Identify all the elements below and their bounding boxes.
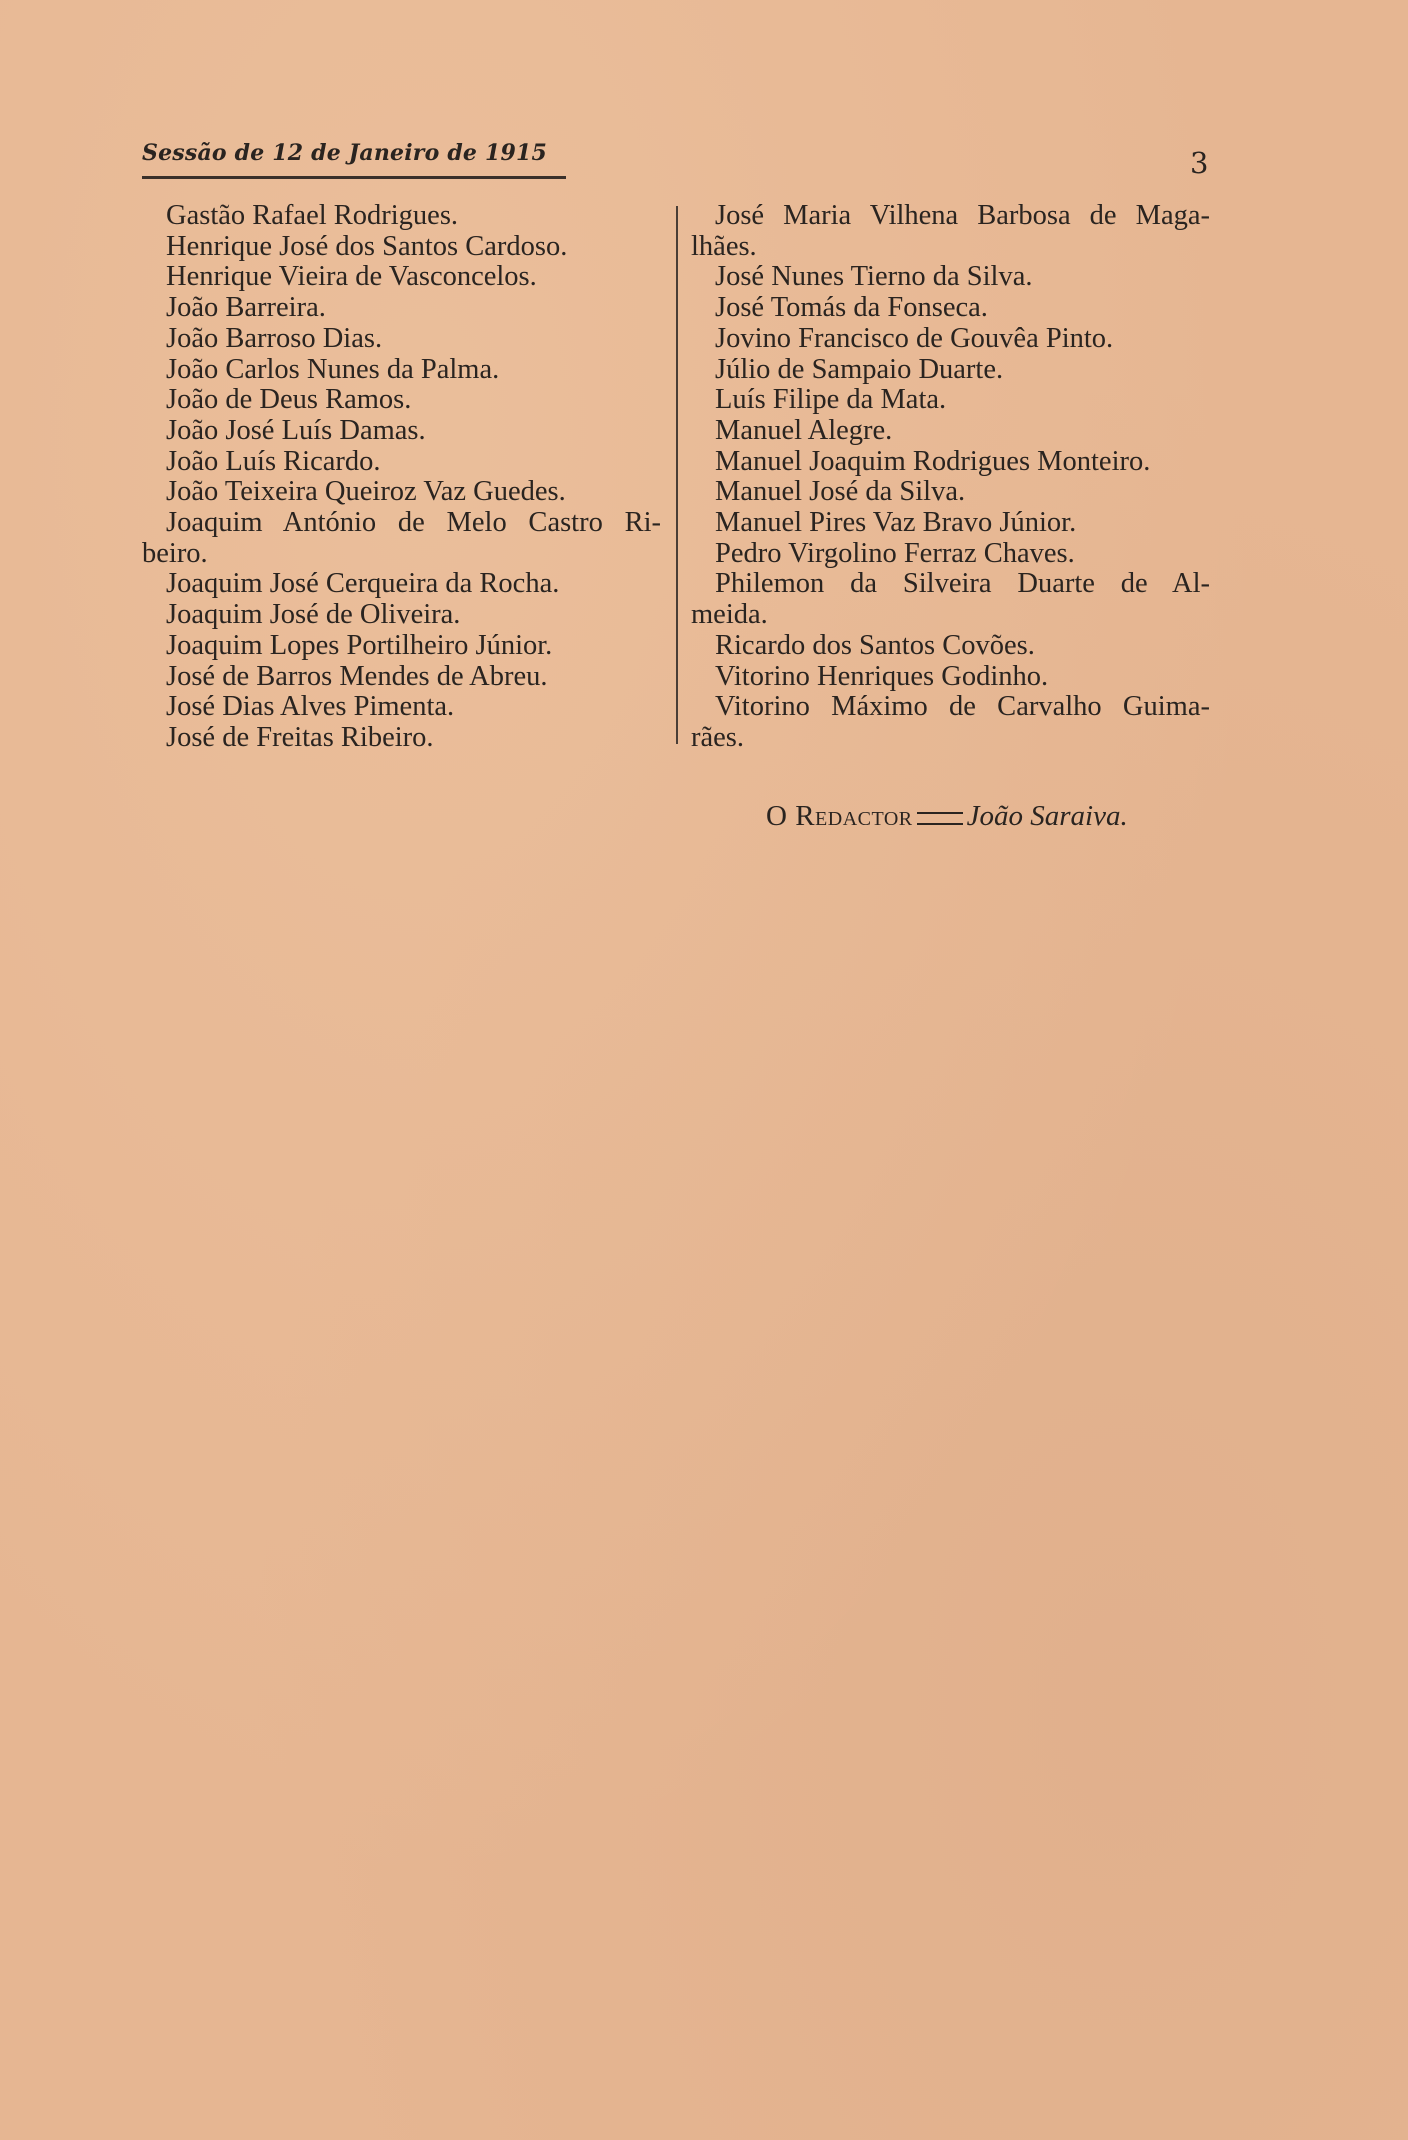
- list-item: Vitorino Henriques Godinho.: [715, 660, 1049, 692]
- list-item: Gastão Rafael Rodrigues.: [166, 200, 459, 231]
- list-item: Pedro Virgolino Ferraz Chaves.: [715, 537, 1075, 569]
- list-item: Manuel Alegre.: [715, 414, 893, 446]
- list-item: Joaquim José de Oliveira.: [166, 599, 461, 631]
- list-item: Ricardo dos Santos Covões.: [715, 629, 1035, 661]
- list-item: José Nunes Tierno da Silva.: [715, 261, 1033, 293]
- double-dash: [917, 812, 963, 825]
- list-item-continuation: [691, 599, 1210, 631]
- list-item: José de Barros Mendes de Abreu.: [166, 660, 548, 692]
- list-item: João José Luís Damas.: [166, 414, 426, 446]
- list-item: João Barroso Dias.: [166, 322, 383, 354]
- list-item: José de Freitas Ribeiro.: [166, 721, 434, 753]
- session-title: Sessão de 12 de Janeiro de 1915: [142, 140, 548, 166]
- list-item-text: Joaquim António de Melo Castro Ri-: [166, 507, 661, 539]
- list-item-wrapped: [166, 508, 661, 539]
- list-item: Henrique José dos Santos Cardoso.: [166, 230, 568, 262]
- continuation-text: meida.: [691, 599, 768, 631]
- list-item: João Luís Ricardo.: [166, 445, 381, 477]
- left-column-list: [142, 200, 661, 754]
- list-item-continuation: [142, 537, 661, 570]
- list-item-continuation: [691, 721, 1210, 754]
- list-item-wrapped: [715, 692, 1210, 723]
- list-item: Manuel Joaquim Rodrigues Monteiro.: [715, 445, 1151, 477]
- list-item-wrapped: [715, 201, 1210, 232]
- list-item-text: José Maria Vilhena Barbosa de Maga-: [715, 200, 1210, 231]
- right-column-list: [691, 200, 1210, 754]
- header-rule: [142, 176, 566, 179]
- list-item: Manuel José da Silva.: [715, 476, 966, 508]
- list-item-text: Vitorino Máximo de Carvalho Guima-: [715, 691, 1210, 723]
- page-number: 3: [1190, 146, 1209, 180]
- list-item: Júlio de Sampaio Duarte.: [715, 353, 1004, 385]
- signature-role: O Redactor: [766, 800, 913, 832]
- list-item: Joaquim José Cerqueira da Rocha.: [166, 568, 560, 600]
- list-item: José Tomás da Fonseca.: [715, 292, 988, 324]
- continuation-text: beiro.: [142, 537, 208, 569]
- list-item: João Teixeira Queiroz Vaz Guedes.: [166, 476, 566, 508]
- continuation-text: rães.: [691, 721, 745, 753]
- list-item: Joaquim Lopes Portilheiro Júnior.: [166, 629, 553, 661]
- signature-name: João Saraiva.: [966, 800, 1128, 832]
- list-item: João de Deus Ramos.: [166, 384, 412, 416]
- column-divider: [676, 206, 678, 744]
- list-item-continuation: [691, 230, 1210, 263]
- list-item: Jovino Francisco de Gouvêa Pinto.: [715, 322, 1114, 354]
- editor-signature: [766, 800, 1128, 833]
- list-item: José Dias Alves Pimenta.: [166, 691, 455, 723]
- list-item: João Barreira.: [166, 292, 326, 324]
- list-item: Henrique Vieira de Vasconcelos.: [166, 261, 537, 293]
- continuation-text: lhães.: [691, 230, 757, 262]
- list-item-text: Philemon da Silveira Duarte de Al-: [715, 568, 1210, 600]
- list-item: Manuel Pires Vaz Bravo Júnior.: [715, 507, 1077, 539]
- list-item: Luís Filipe da Mata.: [715, 384, 947, 416]
- list-item-wrapped: [715, 569, 1210, 600]
- list-item: João Carlos Nunes da Palma.: [166, 353, 500, 385]
